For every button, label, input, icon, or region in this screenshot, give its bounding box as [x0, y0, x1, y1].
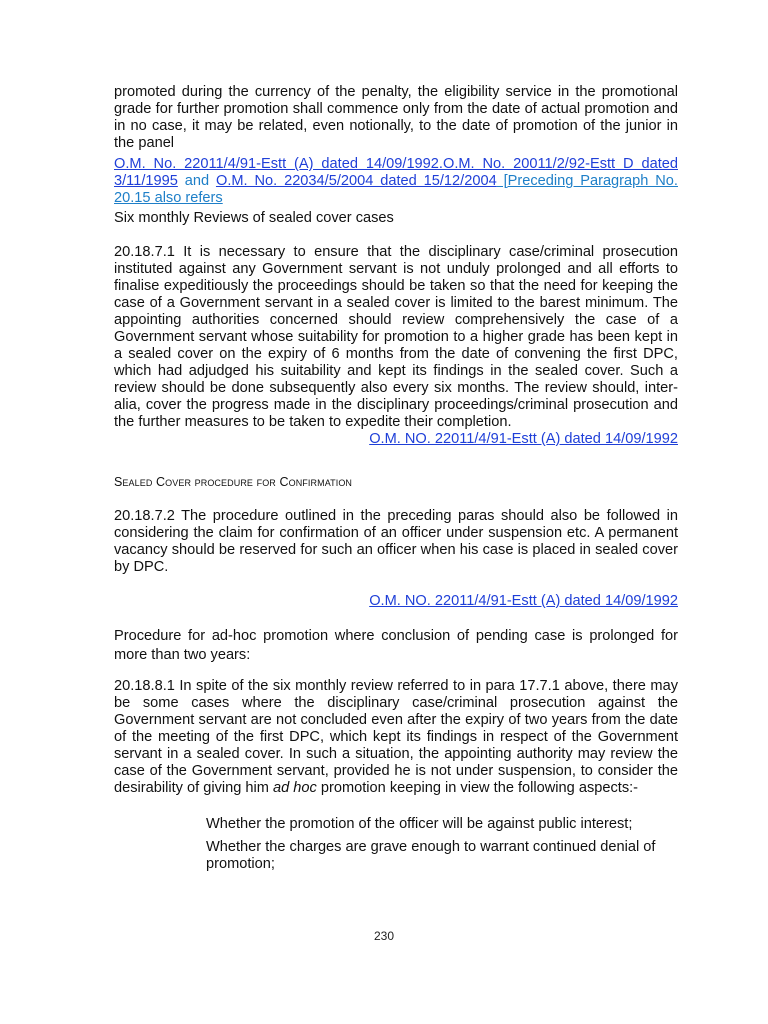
reference-links-block	[114, 156, 678, 207]
om-reference-link-2004[interactable]: O.M. No. 22034/5/2004 dated 15/12/2004	[215, 173, 497, 189]
preceding-paragraph-reference-link[interactable]: [Preceding Paragraph No. 20.15 also refers	[114, 173, 678, 206]
document-page	[114, 84, 678, 873]
paragraph-20-18-8-1	[114, 678, 678, 797]
list-item: Whether the promotion of the officer will be against public interest;	[206, 816, 633, 832]
reference-conjunction: and	[177, 173, 216, 189]
om-reference-link-para-20-18-7-2	[114, 593, 678, 610]
om-reference-link-para-20-18-7-1	[114, 431, 678, 448]
om-reference-link[interactable]: O.M. NO. 22011/4/91-Estt (A) dated 14/09/1992	[369, 593, 678, 609]
section-heading-adhoc-promotion: Procedure for ad-hoc promotion where conclusion of pending case is prolonged for more than two years:	[114, 628, 678, 663]
section-heading-sealed-cover-confirmation: Sealed Cover procedure for Confirmation	[114, 475, 353, 489]
paragraph-20-18-7-2: 20.18.7.2 The procedure outlined in the preceding paras should also be followed in considering the claim for confirmation of an officer under suspension etc. A permanent vacancy should be reserved for such an officer when his case is placed in sealed cover by DPC.	[114, 508, 678, 575]
om-reference-link-1992-1995[interactable]: O.M. No. 22011/4/91-Estt (A) dated 14/09/1992.O.M. No. 20011/2/92-Estt D dated 3/11/1995	[114, 156, 678, 189]
list-item: Whether the charges are grave enough to warrant continued denial of promotion;	[206, 839, 656, 872]
section-heading-six-monthly-reviews: Six monthly Reviews of sealed cover cases	[114, 210, 394, 226]
paragraph-text-end: promotion keeping in view the following aspects:-	[316, 780, 639, 796]
paragraph-promotion-eligibility: promoted during the currency of the penalty, the eligibility service in the promotional grade for further promotion shall commence only from the date of actual promotion and in no case, it may be related, even notionally, to the date of promotion of the junior in the panel	[114, 84, 678, 151]
paragraph-italic-term: ad hoc	[272, 780, 317, 796]
paragraph-text-start: 20.18.8.1 In spite of the six monthly review referred to in para 17.7.1 above, there may be some cases where the disciplinary case/criminal prosecution against the Government servant are not concluded even after the expiry of two years from the date of the meeting of the first DPC, which kept its findings in respect of the Government servant in a sealed cover. In such a situation, the appointing authority may review the case of the Government servant, provided he is not under suspension, to consider the desirability of giving him	[114, 678, 678, 796]
page-number: 230	[373, 929, 395, 943]
paragraph-20-18-7-1: 20.18.7.1 It is necessary to ensure that the disciplinary case/criminal prosecution instituted against any Government servant is not unduly prolonged and all efforts to finalise expeditiously the proceedings should be taken so that the need for keeping the case of a Government servant in a sealed cover is limited to the barest minimum. The appointing authorities concerned should review comprehensively the case of a Government servant whose suitability for promotion to a higher grade has been kept in a sealed cover on the expiry of 6 months from the date of convening the first DPC, which had adjudged his suitability and kept its findings in the sealed cover. Such a review should be done subsequently also every six months. The review should, inter-alia, cover the progress made in the disciplinary proceedings/criminal prosecution and the further measures to be taken to expedite their completion.	[114, 244, 678, 430]
om-reference-link[interactable]: O.M. NO. 22011/4/91-Estt (A) dated 14/09/1992	[369, 431, 678, 447]
aspects-list	[206, 816, 678, 873]
